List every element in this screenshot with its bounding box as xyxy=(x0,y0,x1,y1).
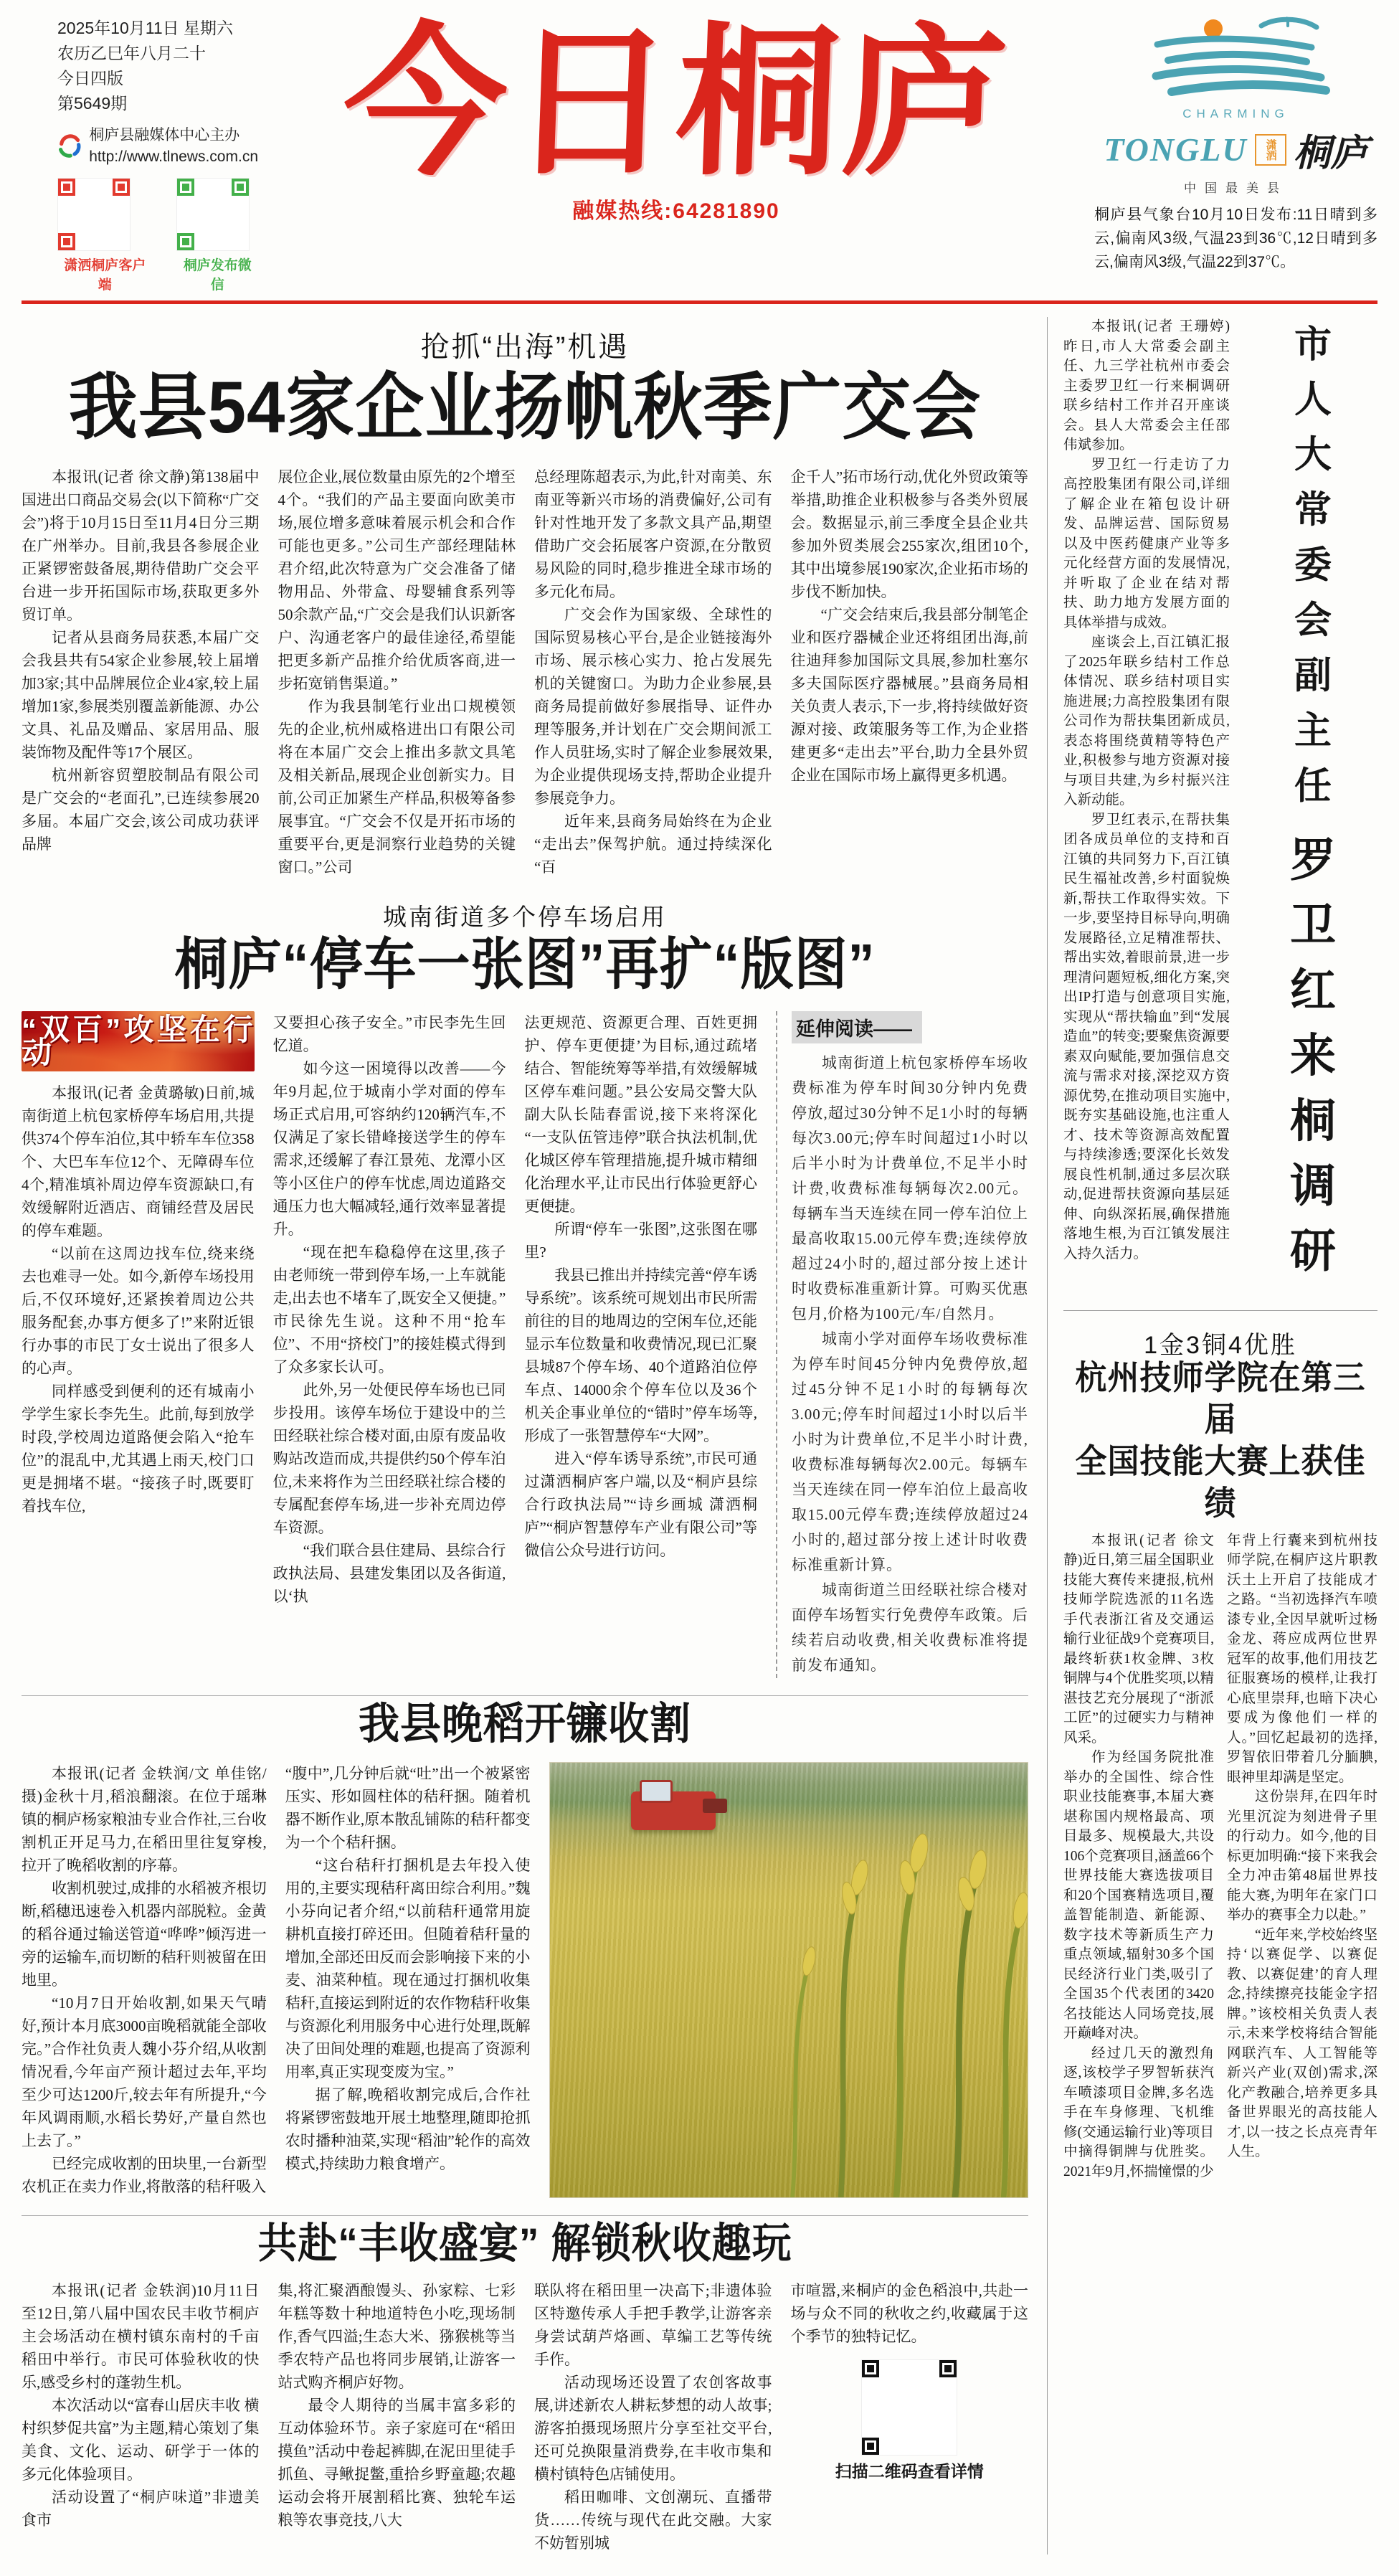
app-qr-caption: 潇洒桐庐客户端 xyxy=(64,258,146,293)
organizer-text xyxy=(89,125,258,168)
article-column: 法更规范、资源更合理、百姓更拥护、停车更便捷’为目标,通过疏堵结合、智能统筹等举措,有效缓解城区停车难问题。”县公安局交警大队副大队长陆春雷说,接下来将深化“一支队伍管违停”联合执法机制,优化城区停车管理措施,提升城市精细化治理水平,让市民出行体验更舒心更便捷。 所谓“停车一张图”,这张图在哪里? 我县已推出并持续完善“停车诱导系统”。该系统可规划出市民所需前往的目的地周边的空闲车位,还能显示车位数量和收费情况,现已汇聚县城87个停车场、40个道路泊位停车点、14000余个停车位以及36个机关企事业单位的“错时”停车场等,形成了一张智慧停车“大网”。 进入“停车诱导系统”,市民可通过潇洒桐庐客户端,以及“桐庐县综合行政执法局”“诗乡画城 潇洒桐庐”“桐庐智慧停车产业有限公司”等微信公众号进行访问。 xyxy=(524,1014,758,1560)
charming-tonglu-art-icon xyxy=(1129,16,1344,102)
extended-reading-text: 城南街道上杭包家桥停车场收费标准为停车时间30分钟内免费停放,超过30分钟不足1小时的每辆每次3.00元;停车时间超过1小时以后半小时为计费单位,不足半小时计费,收费标准每辆每次2.00元。每辆车当天连续在同一停车泊位上最高收取15.00元停车费;连续停放超过24小时的,超过部分按上述计时收费标准重新计算。可购买优惠包月,价格为100元/车/自然月。 城南小学对面停车场收费标准为停车时间45分钟内免费停放,超过45分钟不足1小时的每辆每次3.00元;停车时间超过1小时以后半小时为计费单位,不足半小时计费,收费标准每辆每次2.00元。每辆车当天连续在同一停车泊位上最高收取15.00元停车费;连续停放超过24小时的,超过部分按上述计时收费标准重新计算。 城南街道兰田经联社综合楼对面停车场暂实行免费停车政策。后续若启动收费,相关收费标准将提前发布通知。 xyxy=(792,1054,1029,1675)
article-canton-fair-kicker: 抢抓“出海”机遇 xyxy=(420,331,630,363)
article-column: 本报讯(记者 金轶润/文 单佳铭/摄)金秋十月,稻浪翻滚。在位于瑶琳镇的桐庐杨家粮油专业合作社,三台收割机正开足马力,在稻田里往复穿梭,拉开了晚稻收割的序幕。 收割机驶过,成排的水稻被齐根切断,稻穗迅速卷入机器内部脱粒。金黄的稻谷通过输送管道“哗哗”倾泻进一旁的运输车,而切断的秸秆则被留在田地里。 “10月7日开始收割,如果天气晴好,预计本月底3000亩晚稻就能全部收完。”合作社负责人魏小芬介绍,从收割情况看,今年亩产预计超过去年,平均至少可达1200斤,较去年有所提升,“今年风调雨顺,水稻长势好,产量自然也上去了。” 已经完成收割的田块里,一台新型农机正在卖力作业,将散落的秸秆吸入 xyxy=(22,1765,267,2196)
article-rice-body xyxy=(22,1762,1028,2198)
website-url: http://www.tlnews.com.cn xyxy=(89,148,258,165)
article-column: 展位企业,展位数量由原先的2个增至4个。“我们的产品主要面向欧美市场,展位增多意味着展示机会和合作可能也更多。”公司生产部经理陆林君介绍,此次特意为广交会准备了储物用品、外带盒、母婴辅食系列等50余款产品,“广交会是我们认识新客户、沟通老客户的最佳途径,希望能把更多新产品推介给优质客商,进一步拓宽销售渠道。” 作为我县制笔行业出口规模领先的企业,杭州威格进出口有限公司将在本届广交会上推出多款文具笔及相关新品,展现企业创新实力。目前,公司正加紧生产样品,积极筹备参展事宜。“广交会不仅是开拓市场的重要平台,更是洞察行业趋势的关键窗口。”公司 xyxy=(278,468,516,876)
article-npc-visit-body: 本报讯(记者 王珊婷)昨日,市人大常委会副主任、九三学社杭州市委会主委罗卫红一行来桐调研联乡结村工作并召开座谈会。县人大常委会主任邵伟斌参加。 罗卫红一行走访了力高控股集团有限公司,详细了解企业在箱包设计研发、品牌运营、国际贸易以及中医药健康产业等多元化经营方面的发展情况,并听取了企业在结对帮扶、助力地方发展方面的具体举措与成效。 座谈会上,百江镇汇报了2025年联乡结村工作总体情况、联乡结村项目实施进展;力高控股集团有限公司作为帮扶集团新成员,表态将围绕黄精等特色产业,积极参与地方资源对接与项目共建,为乡村振兴注入新动能。 罗卫红表示,在帮扶集团各成员单位的支持和百江镇的共同努力下,百江镇民生福祉改善,乡村面貌焕新,帮扶工作取得实效。下一步,要坚持目标导向,明确发展路径,立足精准帮扶、帮出实效,着眼前景,进一步理清问题短板,细化方案,突出IP打造与创意项目实施,实现从“帮扶输血”到“发展造血”的转变;要聚焦资源要素双向赋能,要加强信息交流与需求对接,深挖双方资源优势,在推动项目实施中,既夯实基础设施,也注重人才、技术等资源高效配置与持续渗透;要深化长效发展良性机制,通过多层次联动,促进帮扶资源向基层延伸、向纵深拓展,确保措施落地生根,为百江镇发展注入持久活力。 xyxy=(1063,319,1230,1261)
media-center-logo-icon xyxy=(57,127,82,166)
article-column: 总经理陈超表示,为此,针对南美、东南亚等新兴市场的消费偏好,公司有针对性地开发了多款文具产品,期望借助广交会拓展客户资源,在分散贸易风险的同时,稳步推进全球市场的多元化布局。 广交会作为国家级、全球性的国际贸易核心平台,是企业链接海外市场、展示核心实力、抢占发展先机的关键窗口。为助力企业参展,县商务局提前做好参展指导、证件办理等服务,并计划在广交会期间派工作人员驻场,实时了解企业参展效果,为企业提供现场支持,帮助企业提升参展竞争力。 近年来,县商务局始终在为企业“走出去”保驾护航。通过持续深化“百 xyxy=(534,468,772,876)
edition-line: 今日四版 xyxy=(57,69,123,87)
article-canton-fair-body xyxy=(22,465,1028,879)
detail-qr-code-icon xyxy=(861,2359,957,2456)
article-skills-title-line2: 全国技能大赛上获佳绩 xyxy=(1075,1442,1366,1523)
media-hotline: 融媒热线:64281890 xyxy=(572,199,780,223)
article-column: 联队将在稻田里一决高下;非遗体验区特邀传承人手把手教学,让游客亲身尝试葫芦烙画、草编工艺等传统手作。 活动现场还设置了农创客故事展,讲述新农人耕耘梦想的动人故事;游客拍摄现场照片分享至社交平台,还可兑换限量消费券,在丰收市集和横村镇特色店铺使用。 稻田咖啡、文创潮玩、直播带货……传统与现代在此交融。大家不妨暂别城 xyxy=(534,2281,772,2552)
brand-script-text: 桐庐 xyxy=(1293,133,1368,174)
rice-stalks-art-icon xyxy=(550,1763,1028,2197)
page-header xyxy=(22,16,1377,293)
article-column: 年背上行囊来到杭州技师学院,在桐庐这片职教沃土上开启了技能成才之路。“当初选择汽车喷漆专业,全因早就听过杨金龙、蒋应成两位世界冠军的故事,他们用技艺征服赛场的模样,让我打心底里崇拜,也暗下决心要成为像他们一样的人。”回忆起最初的选择,罗智依旧带着几分腼腆,眼神里却满是坚定。 这份崇拜,在四年时光里沉淀为刻进骨子里的行动力。如今,他的目标更加明确:“接下来我会全力冲击第48届世界技能大赛,为明年在家门口举办的赛事全力以赴。” “近年来,学校始终坚持‘以赛促学、以赛促教、以赛促建’的育人理念,持续擦亮技能金字招牌。”该校相关负责人表示,未来学校将结合智能网联汽车、人工智能等新兴产业(双创)需求,深化产教融合,培养更多具备世界眼光的高技能人才,以一技之长点亮青年人生。 xyxy=(1227,1533,1377,2160)
article-rice-title: 我县晚稻开镰收割 xyxy=(359,1700,691,1749)
header-left-block xyxy=(22,16,258,293)
left-content-area xyxy=(22,317,1047,2554)
masthead-block xyxy=(258,16,1094,224)
article-column: 本报讯(记者 金轶润)10月11日至12日,第八届中国农民丰收节桐庐主会场活动在横村镇东南村的千亩稻田中举行。市民可体验秋收的快乐,感受乡村的蓬勃生机。 本次活动以“富春山居庆丰收 横村织梦促共富”为主题,精心策划了集美食、文化、运动、研学于一体的多元化体验项目。 活动设置了“桐庐味道”非遗美食市 xyxy=(22,2281,260,2529)
article-column-text: 市喧嚣,来桐庐的金色稻浪中,共赴一场与众不同的秋收之约,收藏属于这个季节的独特记忆。 xyxy=(790,2281,1028,2345)
article-canton-fair xyxy=(22,324,1028,879)
article-rice-harvest xyxy=(22,1695,1028,2198)
article-column: 集,将汇聚酒酿馒头、孙家粽、七彩年糕等数十种地道特色小吃,现场制作,香气四溢;生态大米、猕猴桃等当季农特产品也将同步展销,让游客一站式购齐桐庐好物。 最令人期待的当属丰富多彩的互动体验环节。亲子家庭可在“稻田摸鱼”活动中卷起裤脚,在泥田里徒手抓鱼、寻鳅捉鳖,重拾乡野童趣;农趣运动会将开展割稻比赛、独轮车运粮等农事竞技,八大 xyxy=(278,2281,516,2529)
article-festival-title: 共赴“丰收盛宴” 解锁秋收趣玩 xyxy=(257,2220,792,2268)
lunar-date-line: 农历乙巳年八月二十 xyxy=(57,44,206,62)
wechat-qr-block xyxy=(176,178,258,293)
article-parking-title: 桐庐“停车一张图”再扩“版图” xyxy=(174,932,876,995)
campaign-banner xyxy=(22,1011,255,1071)
article-npc-title-line2: 罗卫红来桐调研 xyxy=(1284,835,1335,1292)
organizer-row xyxy=(57,125,258,168)
article-column: 本报讯(记者 徐文静)第138届中国进出口商品交易会(以下简称“广交会”)将于10月15日至11月4日分三期在广州举办。目前,我县各参展企业正紧锣密鼓备展,期待借助广交会平台进一步开拓国际市场,获取更多外贸订单。 记者从县商务局获悉,本届广交会我县共有54家企业参展,较上届增加3家;其中品牌展位企业4家,较上届增加1家,参展类别覆盖新能源、办公文具、礼品及赠品、家居用品、服装饰物及配件等17个展区。 杭州新容贸塑胶制品有限公司是广交会的“老面孔”,已连续参展20多届。本届广交会,该公司成功获评品牌 xyxy=(22,468,260,853)
issue-number-line: 第5649期 xyxy=(57,94,128,113)
article-parking-kicker: 城南街道多个停车场启用 xyxy=(383,903,667,930)
wechat-qr-caption: 桐庐发布微信 xyxy=(183,258,252,293)
rice-field-photo xyxy=(549,1762,1028,2198)
header-qr-row xyxy=(57,178,258,293)
brand-tonglu-text: TONGLU xyxy=(1104,131,1248,168)
date-block xyxy=(57,16,258,116)
brand-charming-text: CHARMING xyxy=(1182,107,1289,120)
article-column: “腹中”,几分钟后就“吐”出一个被紧密压实、形如圆柱体的秸秆捆。随着机器不断作业,原本散乱铺陈的秸秆都变为一个个秸秆捆。 “这台秸秆打捆机是去年投入使用的,主要实现秸秆离田综合利用。”魏小芬向记者介绍,“以前秸秆通常用旋耕机直接打碎还田。但随着秸秆量的增加,全部还田反而会影响接下来的小麦、油菜种植。现在通过打捆机收集秸秆,直接运到附近的农作物秸秆收集与资源化利用服务中心进行处理,既解决了田间处理的难题,也提高了资源利用率,真正实现变废为宝。” 据了解,晚稻收割完成后,合作社将紧锣密鼓地开展土地整理,随即抢抓农时播种油菜,实现“稻油”轮作的高效模式,持续助力粮食增产。 xyxy=(285,1765,531,2173)
article-column xyxy=(22,1011,255,1678)
article-canton-fair-title: 我县54家企业扬帆秋季广交会 xyxy=(68,366,982,449)
date-line: 2025年10月11日 星期六 xyxy=(57,19,234,37)
article-column: 又要担心孩子安全。”市民李先生回忆道。 如今这一困境得以改善——今年9月起,位于城南小学对面的停车场正式启用,可容纳约120辆汽车,不仅满足了家长错峰接送学生的停车需求,还缓解了春江景苑、龙潭小区等小区住户的停车忧虑,周边道路交通压力也大幅减轻,通行效率显著提升。 “现在把车稳稳停在这里,孩子由老师统一带到停车场,一上车就能走,出去也不堵车了,既安全又便捷。”市民徐先生说。这种不用“抢车位”、不用“挤校门”的接娃模式得到了众多家长认可。 此外,另一处便民停车场也已同步投用。该停车场位于建设中的兰田经联社综合楼对面,由原有废品收购站改造而成,共提供约50个停车泊位,未来将作为兰田经联社综合楼的专属配套停车场,进一步补充周边停车资源。 “我们联合县住建局、县综合行政执法局、县建发集团以及各街道,以‘执 xyxy=(272,1014,506,1606)
article-parking-map xyxy=(22,899,1028,1679)
article-skills-title xyxy=(1063,1357,1377,1524)
article-skills-competition xyxy=(1063,1310,1377,2182)
extended-reading-title: 延伸阅读—— xyxy=(792,1011,922,1043)
article-npc-title-line1: 市人大常委会副主任 xyxy=(1288,324,1330,821)
brand-seal-icon: 潇洒 xyxy=(1255,134,1286,166)
right-rail xyxy=(1047,317,1377,2554)
header-right-block xyxy=(1094,16,1377,274)
article-skills-body xyxy=(1063,1531,1377,2182)
brand-name-row xyxy=(1094,123,1377,176)
article-skills-title-line1: 杭州技师学院在第三届 xyxy=(1075,1359,1366,1439)
newspaper-title: 今日桐庐 xyxy=(340,14,1013,195)
article-column-text: 本报讯(记者 金黄璐敏)日前,城南街道上杭包家桥停车场启用,共提供374个停车泊位,其中轿车车位358个、大巴车车位12个、无障碍车位4个,精准填补周边停车资源缺口,有效缓解附近酒店、商铺经营及居民的停车难题。 “以前在这周边找车位,绕来绕去也难寻一处。如今,新停车场投用后,不仅环境好,还紧挨着周边公共服务配套,办事方便多了!”来附近银行办事的市民丁女士说出了很多人的心声。 同样感受到便利的还有城南小学学生家长李先生。此前,每到放学时段,学校周边道路便会陷入“抢车位”的混乱中,尤其遇上雨天,校门口更是拥堵不堪。“接孩子时,既要盯着找车位, xyxy=(22,1084,255,1515)
article-festival-body xyxy=(22,2279,1028,2554)
article-npc-visit xyxy=(1063,317,1377,1292)
main-content xyxy=(22,317,1377,2554)
organizer-name: 桐庐县融媒体中心主办 xyxy=(89,127,240,143)
header-divider-rule xyxy=(22,300,1377,304)
article-column: 本报讯(记者 徐文静)近日,第三届全国职业技能大赛传来捷报,杭州技师学院选派的11名选手代表浙江省及交通运输行业征战9个竞赛项目,最终斩获1枚金牌、3枚铜牌与4个优胜奖项,以精湛技艺充分展现了“浙派工匠”的过硬实力与精神风采。 作为经国务院批准举办的全国性、综合性职业技能赛事,本届大赛堪称国内规格最高、项目最多、规模最大,共设106个竞赛项目,涵盖66个世界技能大赛选拔项目和20个国赛精选项目,覆盖智能制造、新能源、数字技术等新质生产力重点领域,辐射30多个国民经济行业门类,吸引了全国35个代表团的3420名技能达人同场竞技,展开巅峰对决。 经过几天的激烈角逐,该校学子罗智斩获汽车喷漆项目金牌,多名选手在车身修理、飞机维修(交通运输行业)等项目中摘得铜牌与优胜奖。2021年9月,怀揣憧憬的少 xyxy=(1063,1533,1214,2179)
weather-forecast: 桐庐县气象台10月10日发布:11日晴到多云,偏南风3级,气温23到36℃,12日晴到多云,偏南风3级,气温22到37℃。 xyxy=(1094,207,1377,270)
detail-qr-caption: 扫描二维码查看详情 xyxy=(835,2461,984,2481)
article-column xyxy=(791,2279,1029,2554)
campaign-banner-text: “双百”攻坚在行动 xyxy=(22,1013,255,1070)
app-qr-code-icon xyxy=(57,178,131,251)
article-harvest-festival xyxy=(22,2215,1028,2554)
extended-reading-box xyxy=(776,1011,1028,1678)
article-parking-body xyxy=(22,1011,1028,1678)
brand-tagline: 中国最美县 xyxy=(1184,181,1288,195)
article-npc-visit-title xyxy=(1241,317,1377,1292)
wechat-qr-code-icon xyxy=(176,178,250,251)
app-qr-block xyxy=(57,178,152,293)
charming-tonglu-brand xyxy=(1094,16,1377,196)
article-skills-kicker: 1金3铜4优胜 xyxy=(1144,1331,1297,1359)
article-column: 企千人”拓市场行动,优化外贸政策等举措,助推企业积极参与各类外贸展会。数据显示,前三季度全县企业共参加外贸类展会255家次,组团10个,其中出境参展190家次,企业拓市场的步伐不断加快。 “广交会结束后,我县部分制笔企业和医疗器械企业还将组团出海,前往迪拜参加国际文具展,参加杜塞尔多夫国际医疗器械展。”县商务局相关负责人表示,下一步,将持续做好资源对接、政策服务等工作,为企业搭建更多“走出去”平台,助力全县外贸企业在国际市场上赢得更多机遇。 xyxy=(790,468,1028,784)
